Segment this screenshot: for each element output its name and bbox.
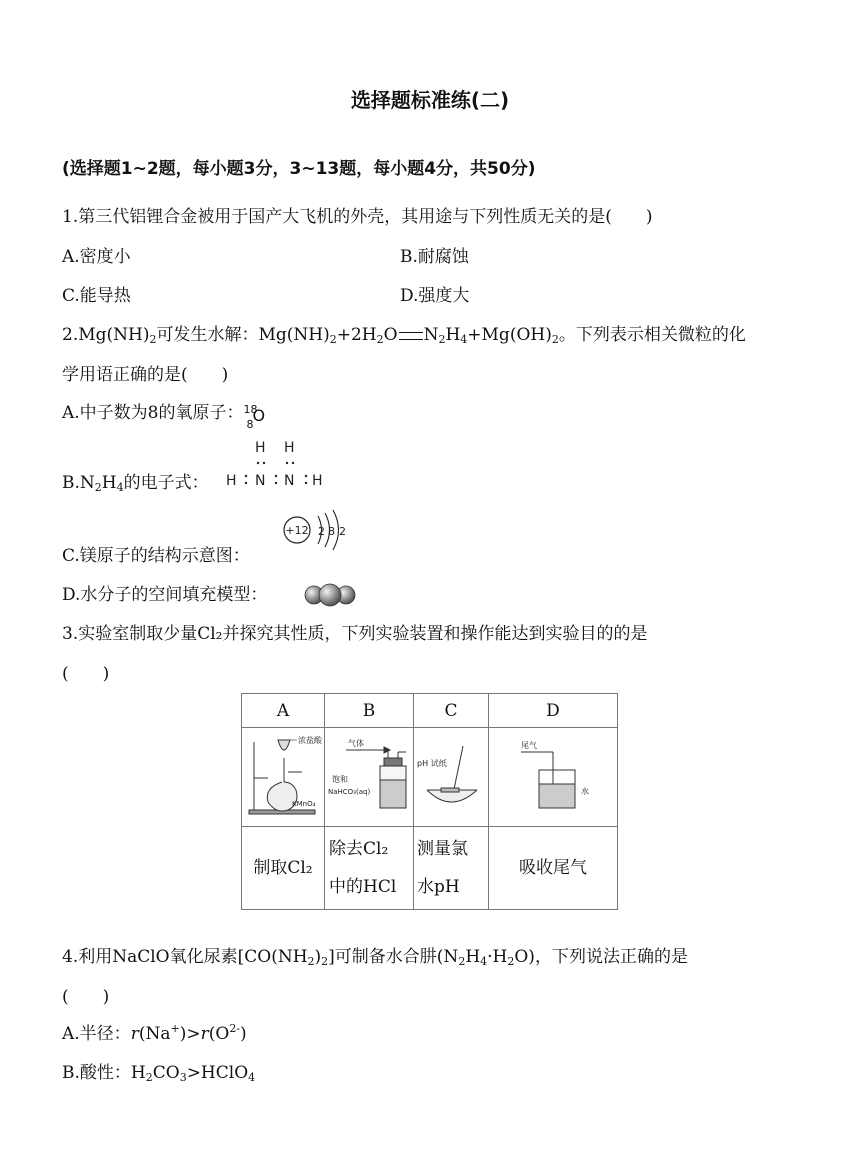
electron-formula-h-right: H — [312, 473, 323, 489]
table-header-d: D — [489, 694, 618, 728]
q4-option-b: B.酸性：$H_2CO_3>HClO_4$ — [62, 1063, 256, 1084]
electron-formula-n1: N — [255, 473, 266, 489]
electron-formula-h-left: H — [226, 473, 237, 489]
isotope-atomic-number: 8 — [246, 417, 254, 431]
shell-2-electrons: 8 — [328, 525, 335, 538]
label-water: 水 — [581, 786, 589, 796]
table-header-a: A — [242, 694, 325, 728]
label-kmno4: KMnO₄ — [292, 799, 316, 808]
isotope-element-symbol: O — [252, 405, 266, 425]
q4-stem: 4.利用NaClO氧化尿素$[CO(NH_2)_2]$可制备水合肼$(N_2H_4\cdot H_2O)$，下列说法正确的是 — [62, 947, 688, 968]
apparatus-cell-c — [414, 728, 489, 827]
q3-answer-blank: ( ) — [62, 664, 110, 684]
q1-options-row1 — [62, 245, 762, 269]
q2-option-a — [62, 401, 266, 431]
chlorine-generator-apparatus — [244, 730, 322, 820]
q4-answer-blank: ( ) — [62, 987, 110, 1007]
electron-formula-top-h2: H — [284, 440, 295, 456]
q2-option-a-label: A.中子数为8的氧原子： — [62, 403, 244, 423]
tail-gas-absorption-apparatus — [491, 730, 615, 820]
water-space-filling-model — [302, 582, 362, 608]
desc-c — [414, 827, 489, 910]
q1-option-a: A.密度小 — [62, 247, 131, 267]
magnesium-atom-structure-diagram — [278, 508, 354, 556]
gas-washing-bottle-apparatus — [326, 730, 412, 820]
desc-c-line2: 水pH — [417, 877, 460, 897]
desc-b — [325, 827, 414, 910]
q1-option-b: B.耐腐蚀 — [400, 247, 469, 267]
apparatus-cell-d — [489, 728, 618, 827]
desc-a: 制取Cl₂ — [242, 827, 325, 910]
electron-formula-n2: N — [284, 473, 295, 489]
label-gas: 气体 — [348, 738, 364, 748]
q2-option-b-label: 的电子式： — [123, 473, 209, 493]
apparatus-cell-b — [325, 728, 414, 827]
label-concentrated-hcl: 浓盐酸 — [298, 735, 322, 745]
desc-c-line1: 测量氯 — [417, 839, 468, 859]
q1-stem: 1.第三代铝锂合金被用于国产大飞机的外壳，其用途与下列性质无关的是( ) — [62, 207, 653, 227]
label-ph-paper: pH 试纸 — [417, 758, 447, 768]
n2h4-electron-formula — [222, 436, 332, 494]
q2-option-c: C.镁原子的结构示意图： — [62, 546, 250, 566]
q2-stem-line2: 学用语正确的是( ) — [62, 365, 229, 385]
q2-option-b: $B.N_2H_4$的电子式： — [62, 473, 209, 494]
label-nahco3-solution: NaHCO₃(aq) — [328, 787, 371, 796]
instructions: (选择题1~2题，每小题3分，3~13题，每小题4分，共50分) — [62, 159, 536, 179]
shell-1-electrons: 2 — [318, 525, 325, 538]
q4-option-b-label: B.酸性： — [62, 1063, 131, 1083]
desc-d: 吸收尾气 — [489, 827, 618, 910]
q3-apparatus-table — [241, 693, 618, 910]
nucleus-charge: +12 — [285, 524, 309, 537]
oxygen-isotope-symbol — [243, 402, 266, 431]
page-title: 选择题标准练(二) — [350, 88, 510, 112]
q2-option-d: D.水分子的空间填充模型： — [62, 585, 268, 605]
q3-stem: 3.实验室制取少量Cl₂并探究其性质，下列实验装置和操作能达到实验目的的是 — [62, 624, 648, 644]
desc-b-line1: 除去Cl₂ — [329, 839, 389, 859]
q4-option-a: A.半径：$r(Na^+)>r(O^{2-})$ — [62, 1022, 247, 1044]
apparatus-cell-a — [242, 728, 325, 827]
q1-option-d: D.强度大 — [400, 286, 470, 306]
isotope-mass-number: 18 — [243, 402, 258, 416]
q1-options-row2 — [62, 284, 762, 308]
desc-b-line2: 中的HCl — [329, 877, 397, 897]
table-header-b: B — [325, 694, 414, 728]
label-tail-gas: 尾气 — [521, 740, 537, 750]
q4-option-a-label: A.半径： — [62, 1024, 131, 1044]
q1-option-c: C.能导热 — [62, 286, 131, 306]
shell-3-electrons: 2 — [339, 525, 346, 538]
q2-stem-line1: $2.Mg(NH)_2$可发生水解：$Mg(NH)_2+2H_2O$ $N_2H_4+Mg(OH)_2$。下列表示相关微粒的化 — [62, 325, 746, 346]
table-header-c: C — [414, 694, 489, 728]
label-saturated: 饱和 — [332, 774, 348, 784]
electron-formula-top-h1: H — [255, 440, 266, 456]
ph-test-paper-apparatus — [415, 730, 487, 820]
